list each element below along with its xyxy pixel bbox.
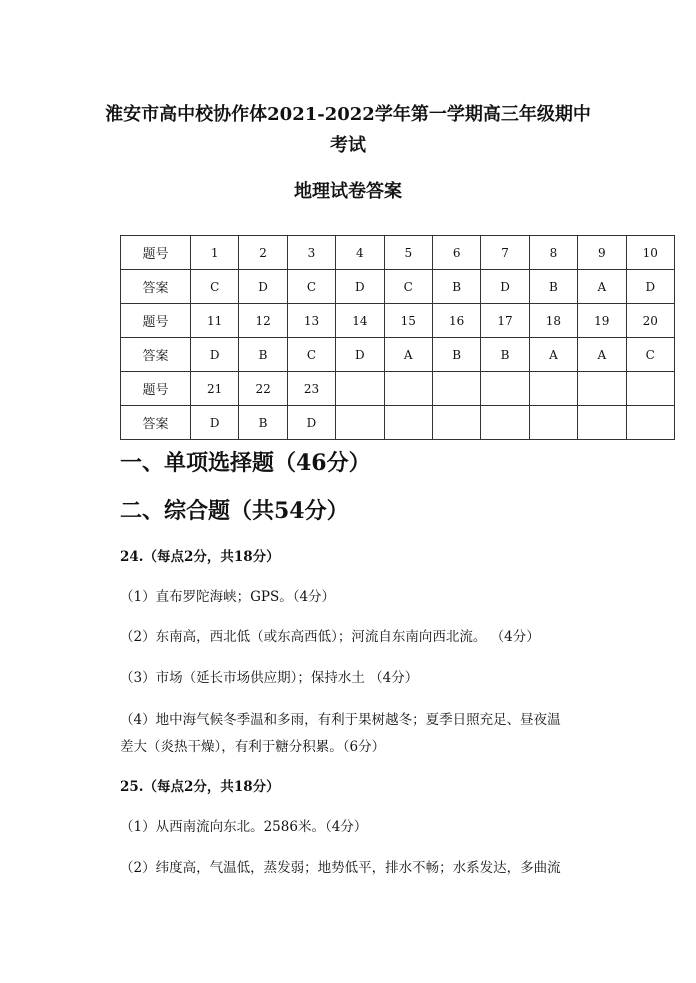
table-cell: A: [384, 338, 432, 372]
table-cell: A: [578, 338, 626, 372]
table-cell: C: [626, 338, 674, 372]
table-cell: [384, 406, 432, 440]
table-cell: [384, 372, 432, 406]
section-heading-single-choice: 一、单项选择题（46分）: [120, 450, 371, 476]
question-24-header: 24.（每点2分，共18分）: [120, 549, 280, 565]
table-cell: B: [239, 338, 287, 372]
table-cell: 15: [384, 304, 432, 338]
table-cell: 11: [191, 304, 239, 338]
table-cell: 10: [626, 236, 674, 270]
table-cell: C: [191, 270, 239, 304]
table-cell: D: [287, 406, 335, 440]
question-24-answer-3: （3）市场（延长市场供应期）；保持水土 （4分）: [120, 670, 419, 686]
table-row: [121, 236, 675, 270]
row-label: 题号: [121, 372, 191, 406]
table-cell: D: [191, 406, 239, 440]
table-cell: 3: [287, 236, 335, 270]
table-cell: D: [191, 338, 239, 372]
table-cell: [336, 372, 384, 406]
table-cell: [481, 372, 529, 406]
table-cell: 4: [336, 236, 384, 270]
row-label: 答案: [121, 270, 191, 304]
table-cell: 23: [287, 372, 335, 406]
table-cell: D: [336, 270, 384, 304]
table-cell: 19: [578, 304, 626, 338]
row-label: 答案: [121, 338, 191, 372]
question-24-answer-2: （2）东南高，西北低（或东高西低）；河流自东南向西北流。 （4分）: [120, 629, 540, 645]
row-label: 答案: [121, 406, 191, 440]
table-cell: [529, 372, 577, 406]
table-cell: 16: [432, 304, 480, 338]
table-cell: 20: [626, 304, 674, 338]
table-cell: [432, 372, 480, 406]
table-cell: D: [481, 270, 529, 304]
table-cell: D: [336, 338, 384, 372]
row-label: 题号: [121, 236, 191, 270]
table-cell: D: [239, 270, 287, 304]
table-cell: [626, 372, 674, 406]
table-cell: 7: [481, 236, 529, 270]
question-24-answer-4-continued: 差大（炎热干燥），有利于糖分积累。（6分）: [120, 739, 386, 755]
page-subtitle: 地理试卷答案: [294, 181, 402, 202]
table-row: [121, 372, 675, 406]
question-24-answer-4: （4）地中海气候冬季温和多雨，有利于果树越冬；夏季日照充足、昼夜温: [120, 712, 561, 728]
table-cell: 14: [336, 304, 384, 338]
answer-table: [120, 235, 675, 440]
table-row: [121, 338, 675, 372]
table-cell: [432, 406, 480, 440]
question-25-header: 25.（每点2分，共18分）: [120, 779, 280, 795]
table-cell: C: [287, 338, 335, 372]
table-cell: C: [287, 270, 335, 304]
table-cell: [578, 372, 626, 406]
table-cell: C: [384, 270, 432, 304]
table-cell: 12: [239, 304, 287, 338]
table-cell: 13: [287, 304, 335, 338]
page-title: 淮安市高中校协作体2021-2022学年第一学期高三年级期中: [105, 104, 591, 125]
table-cell: B: [481, 338, 529, 372]
table-cell: 1: [191, 236, 239, 270]
table-cell: B: [432, 338, 480, 372]
table-row: [121, 406, 675, 440]
table-cell: [578, 406, 626, 440]
table-cell: 9: [578, 236, 626, 270]
table-cell: 17: [481, 304, 529, 338]
table-cell: 2: [239, 236, 287, 270]
table-cell: 22: [239, 372, 287, 406]
table-row: [121, 270, 675, 304]
table-cell: B: [432, 270, 480, 304]
table-cell: B: [529, 270, 577, 304]
question-25-answer-2: （2）纬度高，气温低，蒸发弱；地势低平，排水不畅；水系发达，多曲流: [120, 860, 561, 876]
table-cell: B: [239, 406, 287, 440]
table-cell: [626, 406, 674, 440]
table-cell: 18: [529, 304, 577, 338]
table-cell: [529, 406, 577, 440]
row-label: 题号: [121, 304, 191, 338]
table-cell: A: [578, 270, 626, 304]
table-cell: [336, 406, 384, 440]
page-title-continued: 考试: [330, 135, 366, 156]
table-cell: [481, 406, 529, 440]
table-cell: A: [529, 338, 577, 372]
table-cell: 6: [432, 236, 480, 270]
question-25-answer-1: （1）从西南流向东北。2586米。（4分）: [120, 819, 368, 835]
table-cell: 8: [529, 236, 577, 270]
question-24-answer-1: （1）直布罗陀海峡；GPS。（4分）: [120, 589, 336, 605]
table-row: [121, 304, 675, 338]
table-cell: D: [626, 270, 674, 304]
table-cell: 5: [384, 236, 432, 270]
table-cell: 21: [191, 372, 239, 406]
section-heading-comprehensive: 二、综合题（共54分）: [120, 498, 349, 524]
